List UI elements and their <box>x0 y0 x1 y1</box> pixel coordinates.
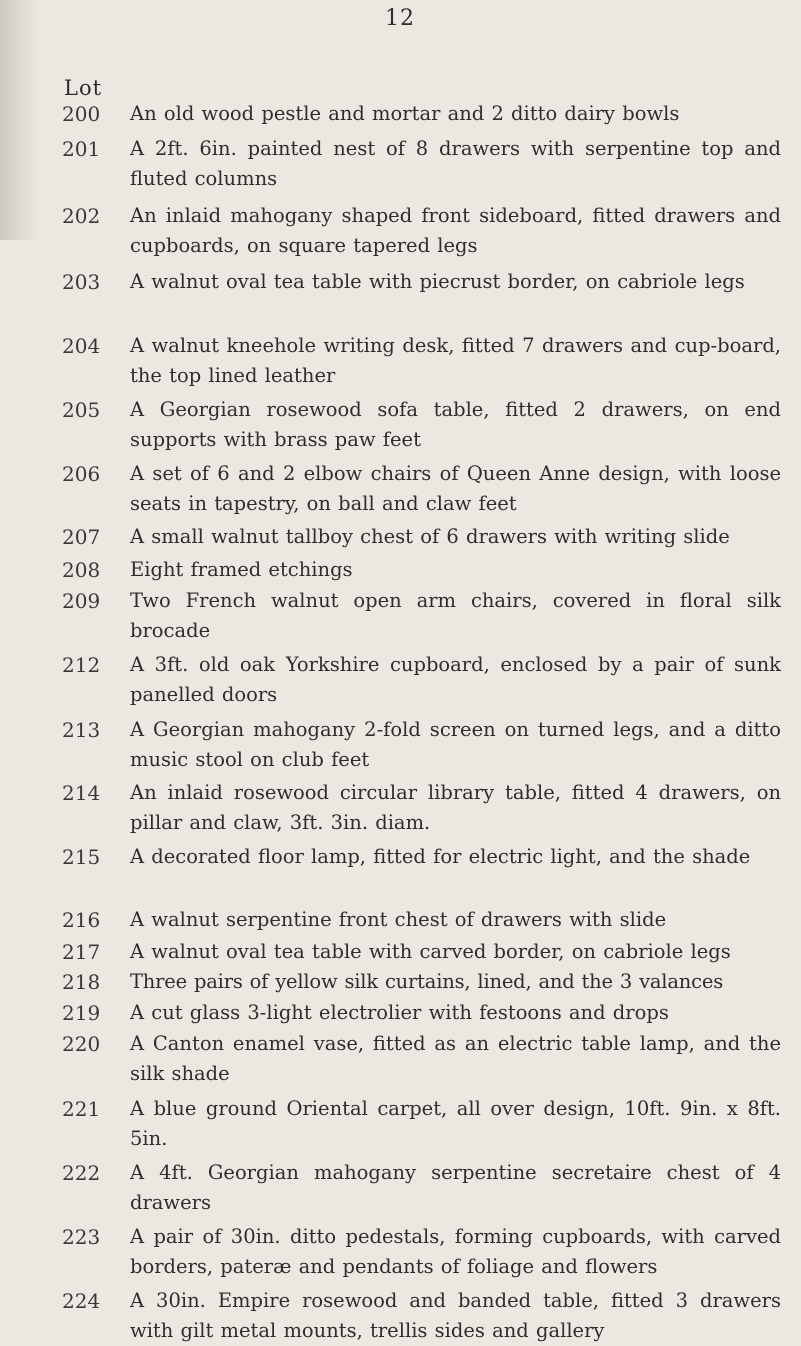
lot-number: 201 <box>62 137 101 161</box>
lot-number: 219 <box>62 1001 101 1025</box>
lot-description: A Georgian rosewood sofa table, fitted 2 drawers, on end supports with brass paw feet <box>130 398 781 451</box>
lot-number: 208 <box>62 558 101 582</box>
lot-description: An old wood pestle and mortar and 2 ditto dairy bowls <box>130 102 680 125</box>
lot-number: 218 <box>62 970 101 994</box>
lot-number: 216 <box>62 908 101 932</box>
lot-description: A decorated floor lamp, fitted for electric light, and the shade <box>130 845 751 868</box>
lot-number: 202 <box>62 204 101 228</box>
lot-description: Three pairs of yellow silk curtains, lined, and the 3 valances <box>130 970 723 993</box>
lot-description: Two French walnut open arm chairs, covered in floral silk brocade <box>130 589 781 642</box>
lot-description: An inlaid mahogany shaped front sideboard, fitted drawers and cupboards, on square tapered legs <box>130 204 781 257</box>
lot-description: A walnut oval tea table with carved border, on cabriole legs <box>130 940 731 963</box>
lot-number: 223 <box>62 1225 101 1249</box>
lot-number: 203 <box>62 270 101 294</box>
page-edge-shadow <box>0 0 40 240</box>
lot-description: A Georgian mahogany 2-fold screen on turned legs, and a ditto music stool on club feet <box>130 718 781 771</box>
lot-number: 204 <box>62 334 101 358</box>
lot-column-header: Lot <box>64 76 103 100</box>
lot-number: 212 <box>62 653 101 677</box>
lot-description: A cut glass 3-light electrolier with festoons and drops <box>130 1001 669 1024</box>
lot-description: A Canton enamel vase, fitted as an electric table lamp, and the silk shade <box>130 1032 781 1085</box>
lot-number: 217 <box>62 940 101 964</box>
lot-description: A set of 6 and 2 elbow chairs of Queen Anne design, with loose seats in tapestry, on ball and claw feet <box>130 462 781 515</box>
page-number: 12 <box>385 6 415 31</box>
lot-description: A blue ground Oriental carpet, all over design, 10ft. 9in. x 8ft. 5in. <box>130 1097 781 1150</box>
lot-description: Eight framed etchings <box>130 558 353 581</box>
lot-description: A 2ft. 6in. painted nest of 8 drawers with serpentine top and fluted columns <box>130 137 781 190</box>
lot-description: A walnut kneehole writing desk, fitted 7 drawers and cup-board, the top lined leather <box>130 334 781 387</box>
lot-number: 221 <box>62 1097 101 1121</box>
lot-number: 222 <box>62 1161 101 1185</box>
lot-number: 214 <box>62 781 101 805</box>
lot-number: 220 <box>62 1032 101 1056</box>
lot-description: A walnut oval tea table with piecrust border, on cabriole legs <box>130 270 745 293</box>
lot-description: A walnut serpentine front chest of drawers with slide <box>130 908 667 931</box>
lot-number: 207 <box>62 525 101 549</box>
lot-number: 215 <box>62 845 101 869</box>
lot-number: 206 <box>62 462 101 486</box>
lot-description: A small walnut tallboy chest of 6 drawers with writing slide <box>130 525 730 548</box>
lot-description: A pair of 30in. ditto pedestals, forming cupboards, with carved borders, pateræ and pendants of foliage and flowers <box>130 1225 781 1278</box>
lot-number: 213 <box>62 718 101 742</box>
lot-number: 209 <box>62 589 101 613</box>
lot-number: 224 <box>62 1289 101 1313</box>
lot-number: 205 <box>62 398 101 422</box>
lot-number: 200 <box>62 102 101 126</box>
lot-description: An inlaid rosewood circular library table, fitted 4 drawers, on pillar and claw, 3ft. 3in. diam. <box>130 781 781 834</box>
lot-description: A 30in. Empire rosewood and banded table, fitted 3 drawers with gilt metal mounts, trellis sides and gallery <box>130 1289 781 1342</box>
lot-description: A 4ft. Georgian mahogany serpentine secretaire chest of 4 drawers <box>130 1161 781 1214</box>
lot-description: A 3ft. old oak Yorkshire cupboard, enclosed by a pair of sunk panelled doors <box>130 653 781 706</box>
